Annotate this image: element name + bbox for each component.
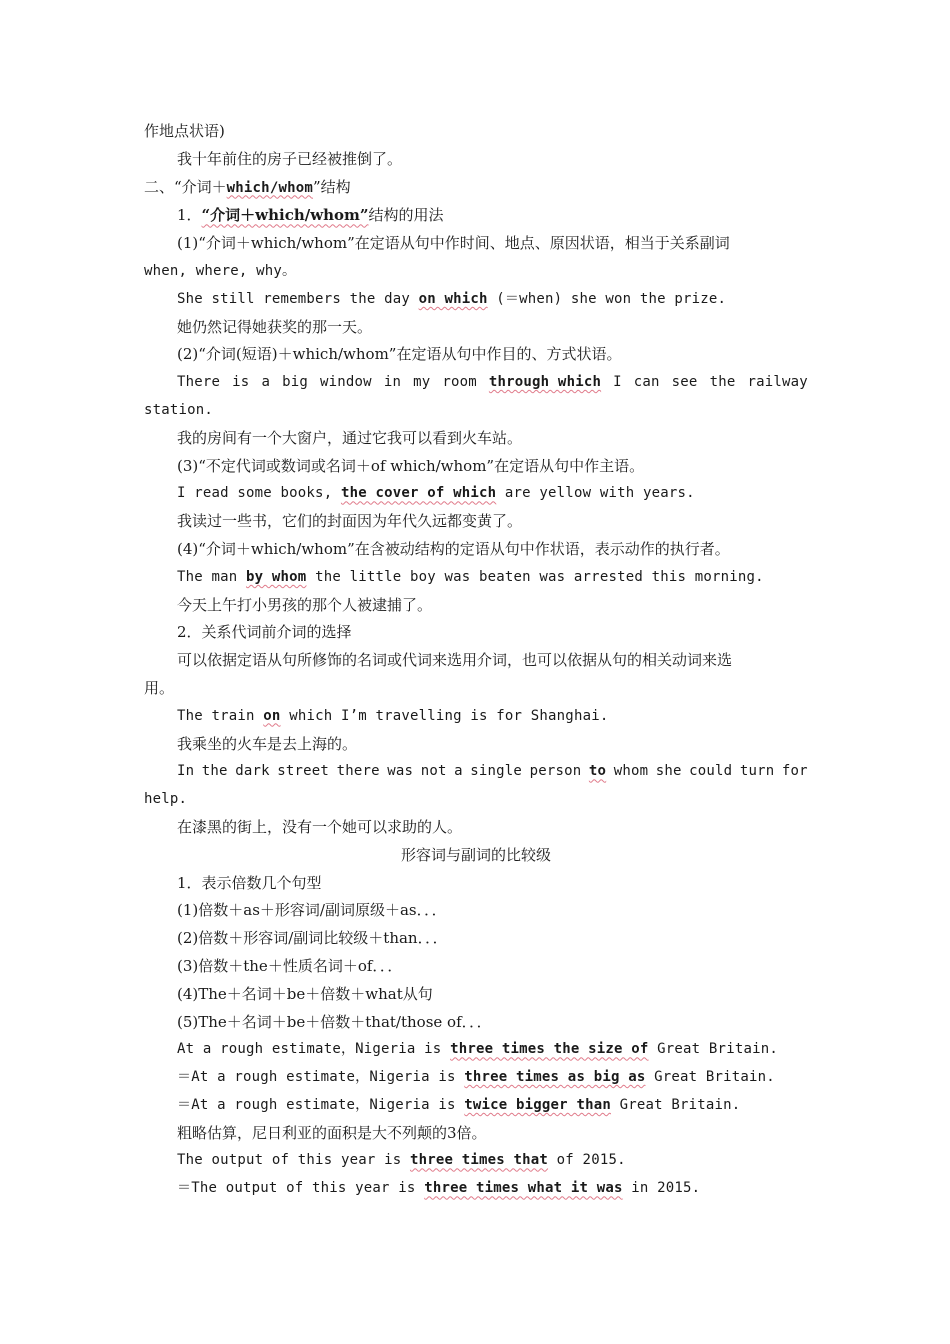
translation: 我乘坐的火车是去上海的。 xyxy=(177,734,358,753)
word: railway xyxy=(747,374,808,391)
text-line: (3)“不定代词或数词或名词＋of which/whom”在定语从句中作主语。 xyxy=(177,456,645,475)
sentence-part: ＝At a rough estimate，Nigeria is xyxy=(177,1069,465,1086)
text-line: help. xyxy=(144,791,188,808)
key-phrase: by whom xyxy=(246,568,307,585)
word: dark xyxy=(235,763,270,780)
sentence-part: of 2015. xyxy=(548,1152,626,1169)
word: room xyxy=(442,374,477,391)
text-line: 用。 xyxy=(144,678,175,697)
key-phrase: the cover of which xyxy=(340,485,497,502)
translation: 我读过一些书，它们的封面因为年代久远都变黄了。 xyxy=(177,512,523,531)
text-line: (1)“介词＋which/whom”在定语从句中作时间、地点、原因状语，相当于关系副词 xyxy=(177,234,730,253)
word: not xyxy=(420,763,447,780)
subheading: 2．关系代词前介词的选择 xyxy=(177,623,352,642)
key-phrase: on which xyxy=(418,290,488,307)
key-phrase: three times as big as xyxy=(464,1069,646,1086)
sentence-part: She still remembers the day xyxy=(177,290,419,307)
word: can xyxy=(633,374,660,391)
sentence-part: are yellow with years. xyxy=(496,485,695,502)
word: could xyxy=(689,763,733,780)
text-line: 作地点状语) xyxy=(144,122,225,140)
word: big xyxy=(282,374,308,391)
heading-text: ”结构 xyxy=(312,177,351,196)
section-title: 形容词与副词的比较级 xyxy=(400,845,551,864)
translation: 粗略估算，尼日利亚的面积是大不列颠的3倍。 xyxy=(177,1123,487,1142)
translation: 我的房间有一个大窗户，通过它我可以看到火车站。 xyxy=(177,428,523,447)
word: a xyxy=(454,763,463,780)
word: window xyxy=(320,374,372,391)
word: my xyxy=(413,374,431,391)
word: there xyxy=(336,763,380,780)
word: is xyxy=(232,374,250,391)
text-line: (4)“介词＋which/whom”在含被动结构的定语从句中作状语，表示动作的执行者。 xyxy=(177,539,730,558)
key-phrase: twice bigger than xyxy=(464,1096,611,1113)
sentence-part: Great Britain. xyxy=(610,1096,741,1113)
word: the xyxy=(709,374,736,391)
pattern-item: (2)倍数＋形容词/副词比较级＋than．．． xyxy=(177,929,448,948)
key-phrase: three times what it was xyxy=(424,1180,623,1197)
subheading-emphasis: “介词＋which/whom” xyxy=(201,206,369,225)
subheading-number: 1． xyxy=(177,206,202,225)
subheading-text: 结构的用法 xyxy=(368,206,444,225)
word: the xyxy=(201,763,228,780)
example-sentence xyxy=(144,1175,808,1203)
example-sentence xyxy=(144,703,808,731)
section-heading xyxy=(144,174,808,203)
sentence-part: the little boy was beaten was arrested this morning. xyxy=(306,568,764,585)
word: person xyxy=(529,763,582,780)
heading-emphasis: which/whom xyxy=(226,179,313,196)
sentence-part: ＝At a rough estimate，Nigeria is xyxy=(177,1096,465,1113)
sentence-part: The man xyxy=(177,568,247,585)
example-sentence xyxy=(144,286,808,314)
text-line: when, where, why。 xyxy=(144,262,297,279)
key-phrase: on xyxy=(263,707,281,724)
translation: 她仍然记得她获奖的那一天。 xyxy=(177,317,373,336)
sentence-part: which I’m travelling is for Shanghai. xyxy=(280,707,609,724)
text-line: (2)“介词(短语)＋which/whom”在定语从句中作目的、方式状语。 xyxy=(177,345,622,364)
sentence-part: The output of this year is xyxy=(177,1152,410,1169)
sentence-part: I read some books, xyxy=(177,485,341,502)
example-sentence xyxy=(144,564,808,592)
text-line: 可以依据定语从句所修饰的名词或代词来选用介词，也可以依据从句的相关动词来选 xyxy=(177,651,733,670)
subheading xyxy=(144,202,808,230)
key-phrase: to xyxy=(588,763,607,780)
example-sentence xyxy=(144,369,808,397)
word: In xyxy=(177,763,195,780)
word: turn xyxy=(739,763,775,780)
word: a xyxy=(261,374,271,391)
example-sentence xyxy=(144,1064,808,1092)
pattern-item: (1)倍数＋as＋形容词/副词原级＋as．．． xyxy=(177,901,447,920)
text-line: station. xyxy=(144,401,214,418)
example-sentence xyxy=(144,1092,808,1120)
sentence-part: in 2015. xyxy=(622,1180,701,1197)
subheading: 1．表示倍数几个句型 xyxy=(177,873,322,892)
example-sentence xyxy=(144,1147,808,1175)
translation: 今天上午打小男孩的那个人被逮捕了。 xyxy=(177,595,433,614)
sentence-part: ＝The output of this year is xyxy=(177,1180,425,1197)
sentence-part: (＝when) she won the prize. xyxy=(487,290,727,307)
text-line: 我十年前住的房子已经被推倒了。 xyxy=(177,149,403,168)
translation: 在漆黑的街上，没有一个她可以求助的人。 xyxy=(177,817,463,836)
example-sentence xyxy=(144,480,808,508)
sentence-part: The train xyxy=(177,707,264,724)
example-sentence xyxy=(144,1036,808,1064)
sentence-part: Great Britain. xyxy=(648,1041,778,1058)
sentence-part: Great Britain. xyxy=(645,1069,775,1086)
word: single xyxy=(470,763,523,780)
key-phrase: through which xyxy=(488,374,602,391)
word: I xyxy=(613,374,622,391)
document-body xyxy=(144,118,808,1203)
heading-text: 二、“介词＋ xyxy=(144,177,227,196)
key-phrase: three times that xyxy=(409,1152,549,1169)
word: she xyxy=(655,763,682,780)
word: There xyxy=(177,374,221,391)
pattern-item: (3)倍数＋the＋性质名词＋of．．． xyxy=(177,956,403,975)
word: was xyxy=(387,763,414,780)
key-phrase: three times the size of xyxy=(450,1041,649,1058)
word: in xyxy=(383,374,402,391)
word: see xyxy=(671,374,698,391)
pattern-item: (5)The＋名词＋be＋倍数＋that/those of．．． xyxy=(177,1012,492,1031)
word: street xyxy=(277,763,330,780)
pattern-item: (4)The＋名词＋be＋倍数＋what从句 xyxy=(177,984,433,1003)
word: for xyxy=(781,763,808,780)
sentence-part: At a rough estimate，Nigeria is xyxy=(177,1041,451,1058)
word: whom xyxy=(613,763,649,780)
example-sentence xyxy=(144,758,808,786)
